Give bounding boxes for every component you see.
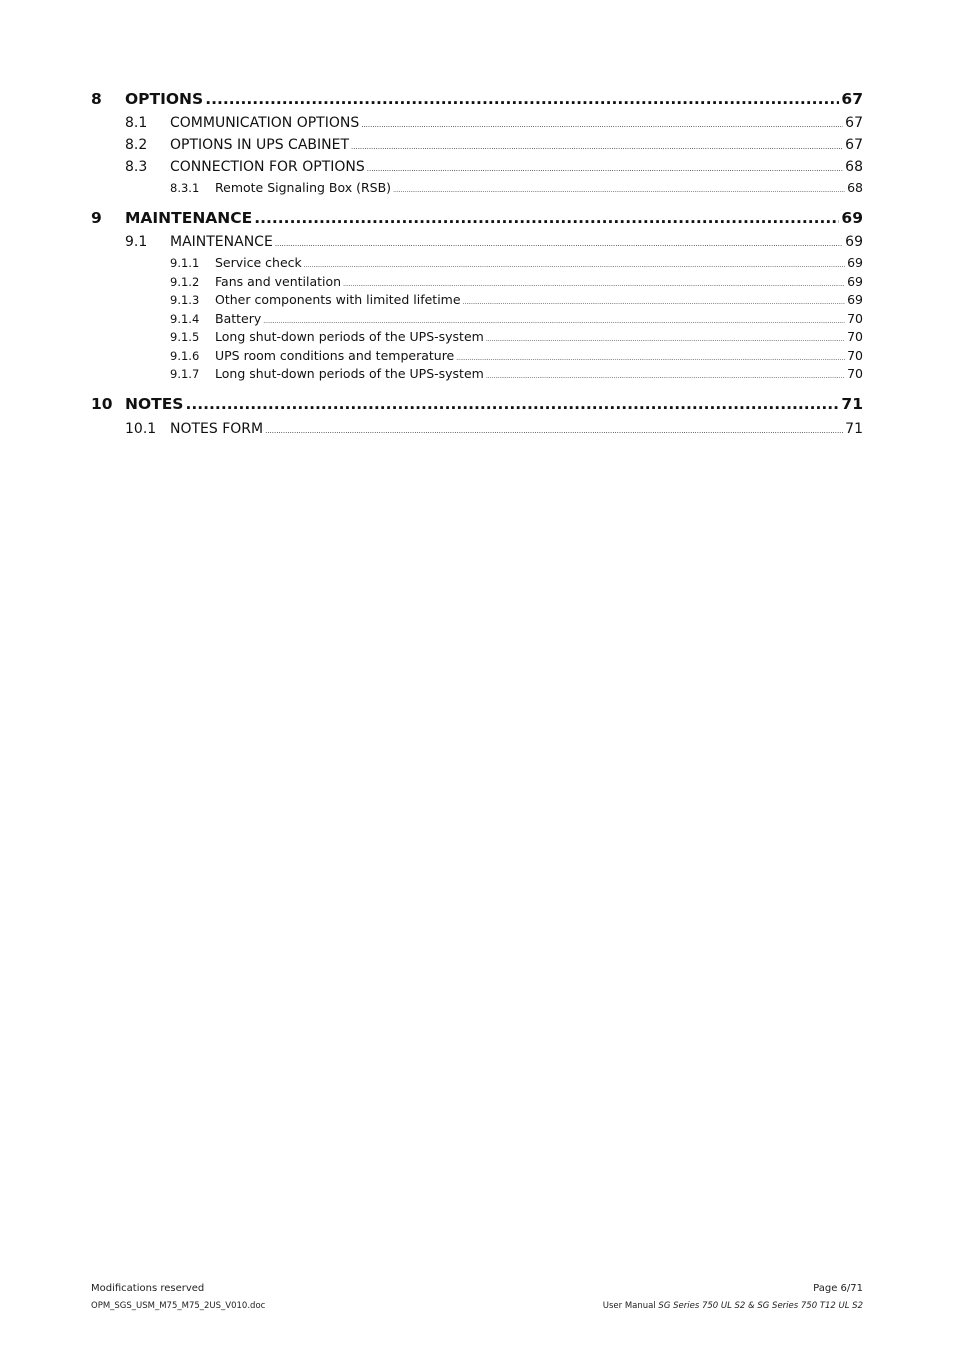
toc-entry-9-1-3[interactable] [91, 292, 863, 307]
toc-page: 67 [845, 137, 863, 153]
toc-entry-10[interactable] [91, 395, 863, 413]
toc-entry-9-1-6[interactable] [91, 348, 863, 363]
toc-entry-10-1[interactable] [91, 421, 863, 437]
toc-entry-9-1-5[interactable] [91, 329, 863, 344]
toc-title: Remote Signaling Box (RSB) [215, 180, 392, 195]
toc-number: 9.1.2 [170, 275, 200, 289]
toc-leader [265, 427, 843, 435]
toc-number: 9.1.1 [170, 256, 200, 270]
toc-entry-9-1-2[interactable] [91, 274, 863, 289]
toc-leader [254, 209, 839, 227]
toc-leader [486, 373, 845, 380]
toc-leader [367, 165, 843, 173]
toc-page: 71 [845, 421, 863, 437]
toc-number: 8 [91, 90, 102, 108]
toc-leader [185, 395, 839, 413]
toc-number: 9.1 [125, 234, 148, 250]
page-number: Page 6/71 [813, 1283, 863, 1294]
toc-number: 10 [91, 395, 113, 413]
toc-page: 70 [847, 329, 863, 344]
toc-leader [205, 90, 839, 108]
toc-number: 8.3.1 [170, 181, 200, 195]
toc-leader [351, 143, 843, 151]
toc-entry-8-2[interactable] [91, 137, 863, 153]
toc-leader [463, 299, 846, 306]
toc-title: Long shut-down periods of the UPS-system [215, 366, 484, 381]
toc-title: NOTES [125, 395, 184, 413]
toc-title: Battery [215, 311, 262, 326]
toc-title: MAINTENANCE [170, 234, 273, 250]
toc-page: 69 [847, 274, 863, 289]
toc-title: Long shut-down periods of the UPS-system [215, 329, 484, 344]
toc-page: 69 [841, 209, 863, 227]
toc-leader [263, 318, 845, 325]
toc-page: 71 [841, 395, 863, 413]
document-filename: OPM_SGS_USM_M75_M75_2US_V010.doc [91, 1301, 266, 1311]
toc-title: NOTES FORM [170, 421, 264, 437]
toc-page: 70 [847, 348, 863, 363]
toc-page: 69 [847, 255, 863, 270]
toc-leader [456, 355, 845, 362]
toc-page: 67 [841, 90, 863, 108]
toc-page: 70 [847, 366, 863, 381]
toc-title: Service check [215, 255, 302, 270]
toc-entry-9-1-1[interactable] [91, 255, 863, 270]
toc-title: CONNECTION FOR OPTIONS [170, 159, 365, 175]
toc-entry-8[interactable] [91, 90, 863, 108]
toc-leader [343, 281, 845, 288]
toc-page: 67 [845, 115, 863, 131]
toc-title: Other components with limited lifetime [215, 292, 461, 307]
toc-number: 10.1 [125, 421, 157, 437]
toc-leader [486, 336, 845, 343]
toc-page: 69 [845, 234, 863, 250]
toc-page: 69 [847, 292, 863, 307]
toc-number: 8.1 [125, 115, 148, 131]
toc-entry-8-3-1[interactable] [91, 180, 863, 195]
toc-page: 68 [847, 180, 863, 195]
toc-title: OPTIONS [125, 90, 204, 108]
toc-number: 8.3 [125, 159, 148, 175]
toc-number: 9.1.4 [170, 312, 200, 326]
toc-page: 68 [845, 159, 863, 175]
toc-entry-9[interactable] [91, 209, 863, 227]
toc-page: 70 [847, 311, 863, 326]
toc-number: 8.2 [125, 137, 148, 153]
toc-entry-8-3[interactable] [91, 159, 863, 175]
toc-number: 9.1.7 [170, 367, 200, 381]
manual-prefix: User Manual [602, 1301, 659, 1311]
toc-number: 9.1.3 [170, 293, 200, 307]
toc-title: UPS room conditions and temperature [215, 348, 455, 363]
manual-title [603, 1301, 863, 1311]
toc-title: MAINTENANCE [125, 209, 253, 227]
toc-title: COMMUNICATION OPTIONS [170, 115, 360, 131]
toc-entry-9-1-7[interactable] [91, 366, 863, 381]
toc-leader [361, 121, 843, 129]
toc-number: 9 [91, 209, 102, 227]
toc-leader [304, 262, 845, 269]
toc-number: 9.1.5 [170, 330, 200, 344]
toc-number: 9.1.6 [170, 349, 200, 363]
toc-leader [393, 187, 845, 194]
toc-leader [275, 240, 843, 248]
toc-entry-8-1[interactable] [91, 115, 863, 131]
toc-title: Fans and ventilation [215, 274, 342, 289]
modifications-note: Modifications reserved [91, 1283, 205, 1294]
toc-entry-9-1-4[interactable] [91, 311, 863, 326]
toc-title: OPTIONS IN UPS CABINET [170, 137, 350, 153]
manual-series: SG Series 750 UL S2 & SG Series 750 T12 UL S2 [658, 1301, 863, 1311]
toc-entry-9-1[interactable] [91, 234, 863, 250]
